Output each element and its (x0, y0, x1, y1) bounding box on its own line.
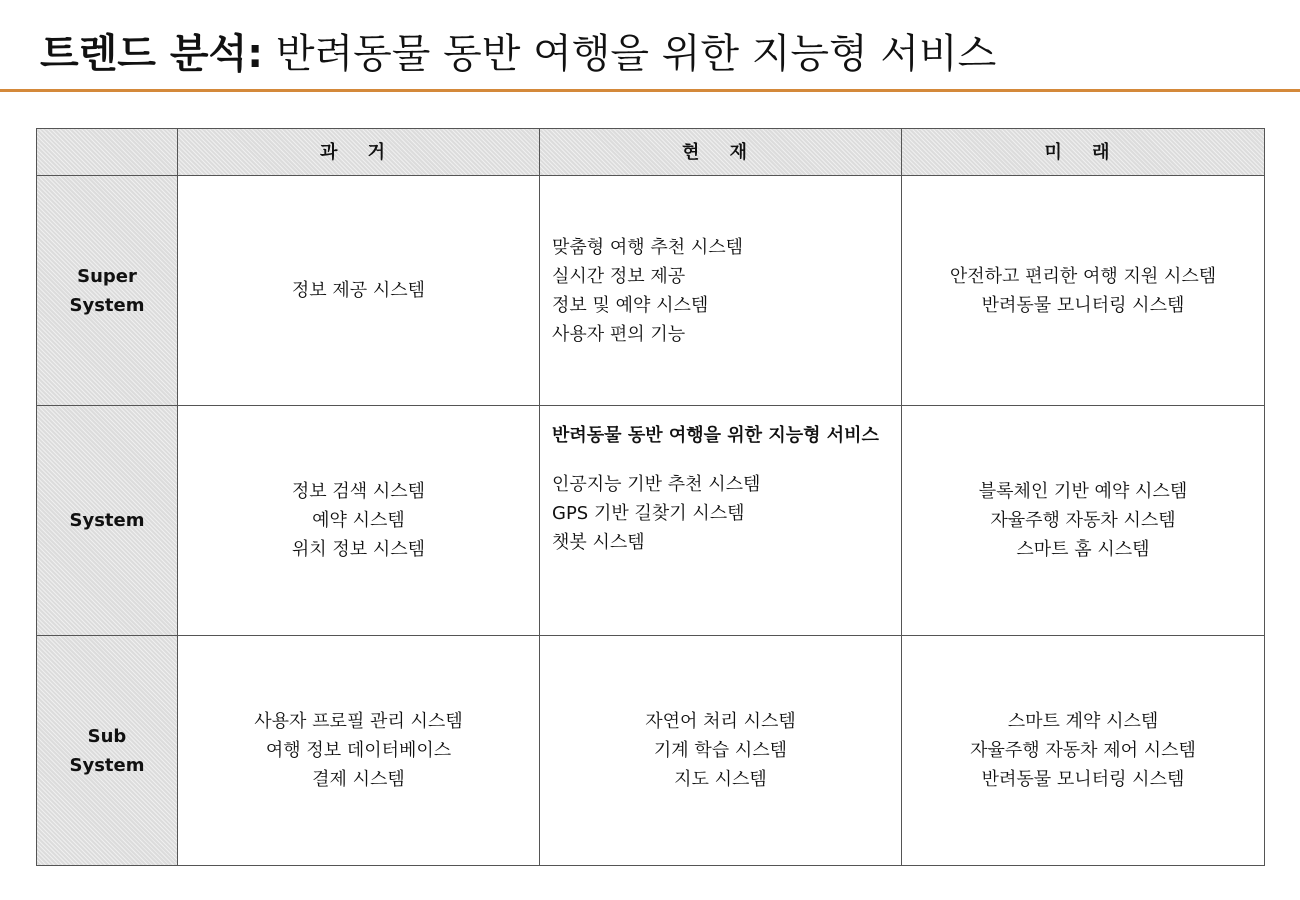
column-header-future: 미 래 (902, 129, 1265, 176)
row-label-line: Super (77, 265, 137, 287)
cell-item: 챗봇 시스템 (552, 532, 645, 553)
page-title-bold: 트렌드 분석: (40, 31, 264, 77)
cell-item: 자율주행 자동차 시스템 (990, 510, 1176, 531)
cell-item: 스마트 홈 시스템 (1016, 539, 1150, 560)
cell-system-future (902, 406, 1265, 636)
cell-sub-present (540, 636, 902, 866)
row-label-line: System (69, 510, 145, 531)
cell-super-future (902, 176, 1265, 406)
cell-item: 스마트 계약 시스템 (1007, 711, 1159, 732)
cell-item: 사용자 편의 기능 (552, 323, 686, 345)
row-label-line: System (69, 754, 145, 776)
column-header-present: 현 재 (540, 129, 902, 176)
row-header-sub-system (37, 636, 178, 866)
cell-item: 반려동물 모니터링 시스템 (981, 769, 1185, 790)
cell-item: 안전하고 편리한 여행 지원 시스템 (949, 265, 1217, 287)
column-header-past: 과 거 (178, 129, 540, 176)
cell-item: 예약 시스템 (312, 510, 405, 531)
cell-super-past (178, 176, 540, 406)
row-label-line: Sub (87, 725, 127, 747)
row-header-system (37, 406, 178, 636)
table-row (37, 636, 1265, 866)
cell-item: 정보 검색 시스템 (291, 481, 426, 502)
spacer (552, 448, 889, 470)
page-title-rest: 반려동물 동반 여행을 위한 지능형 서비스 (263, 31, 997, 77)
cell-item: 실시간 정보 제공 (552, 265, 686, 287)
header-row (37, 129, 1265, 176)
cell-heading: 반려동물 동반 여행을 위한 지능형 서비스 (552, 425, 879, 446)
cell-item: 자율주행 자동차 제어 시스템 (970, 740, 1196, 761)
cell-super-present (540, 176, 902, 406)
cell-item: 여행 정보 데이터베이스 (265, 740, 452, 761)
cell-item: 결제 시스템 (312, 769, 405, 790)
cell-item: GPS 기반 길찾기 시스템 (552, 503, 745, 524)
cell-system-present (540, 406, 902, 636)
title-divider (0, 89, 1300, 92)
cell-item: 반려동물 모니터링 시스템 (981, 294, 1185, 316)
row-header-super-system (37, 176, 178, 406)
cell-item: 기계 학습 시스템 (653, 740, 788, 761)
table-row (37, 406, 1265, 636)
cell-item: 정보 및 예약 시스템 (552, 294, 709, 316)
cell-item: 위치 정보 시스템 (291, 539, 426, 560)
cell-item: 맞춤형 여행 추천 시스템 (552, 236, 744, 258)
cell-sub-future (902, 636, 1265, 866)
corner-cell (37, 129, 178, 176)
cell-sub-past (178, 636, 540, 866)
table-row (37, 176, 1265, 406)
cell-item: 블록체인 기반 예약 시스템 (978, 481, 1188, 502)
cell-item: 자연어 처리 시스템 (645, 711, 796, 732)
cell-item: 사용자 프로필 관리 시스템 (254, 711, 463, 732)
row-label-line: System (69, 294, 145, 316)
cell-item: 정보 제공 시스템 (291, 280, 426, 301)
trend-table (36, 128, 1265, 866)
cell-item: 지도 시스템 (674, 769, 767, 790)
cell-item: 인공지능 기반 추천 시스템 (552, 474, 761, 495)
page-title (40, 28, 996, 80)
cell-system-past (178, 406, 540, 636)
